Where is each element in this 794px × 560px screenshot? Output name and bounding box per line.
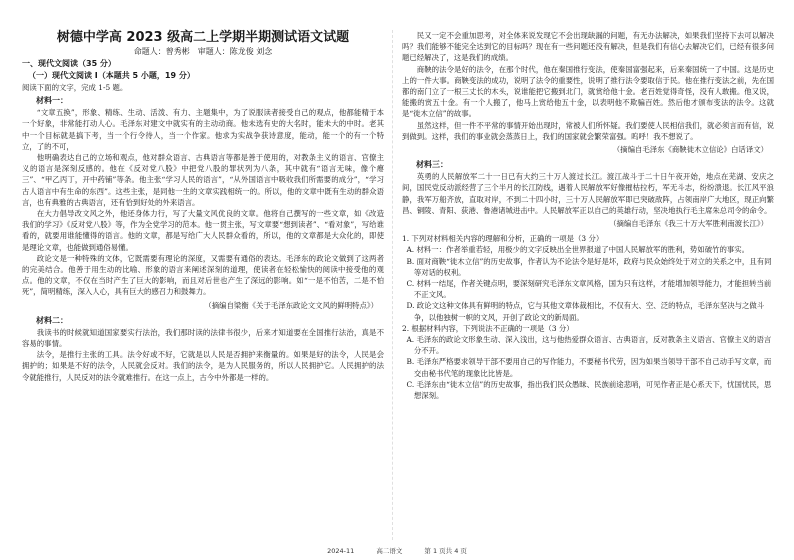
material2-source: （摘编自毛泽东《商鞅徙木立信论》白话译文）	[612, 145, 768, 155]
material1-paragraph: 他明确表达自己的立场和观点，他对群众语言、古典语言等都是善于使用的，对教条主义的语言、官僚主义的语言是深刻反感的。他在《反对党八股》中把党八股的罪状列为八条，其中就有“语言无味，像个瘪三”、“甲乙丙丁，开中药铺”等条。他主张“学习人民的语言”，“从外国语言中吸收我们所需要的成分”，“学习古人语言中有生命的东西”。这些主张，是同他一生的文章实践相统一的。所以，他的文章中既有生动的群众语言，也有典雅的古典语言，还有恰到好处的外来语言。	[22, 153, 384, 207]
reading-instruction: 阅读下面的文字，完成 1-5 题。	[22, 83, 128, 92]
material1-paragraph: 政论文是一种特殊的文体，它既需要有理论的深度，又需要有通俗的表达。毛泽东的政论文做到了这两者的完美结合。他善于用生动的比喻、形象的语言来阐述深刻的道理，使读者在轻松愉快的阅读中接受他的观点。他的文章，不仅在当时产生了巨大的影响，而且对后世也产生了深远的影响。如“一是不怕苦，二是不怕死”，简明精练，深入人心，具有巨大的感召力和鼓舞力。	[22, 253, 384, 297]
question-1-option: D. 政论文这种文体具有鲜明的特点，它与其他文章体裁相比，不仅有大、空、泛的特点，毛泽东坚决与之做斗争，以他独树一帜的文风，开创了政论文的新局面。	[406, 301, 765, 322]
footer-page-number: 第 1 页共 4 页	[424, 547, 467, 555]
material2-paragraph: 法令，是推行主张的工具。法令好或不好，它就是以人民是否拥护来衡量的。如果是好的法令，人民是会拥护的；如果是不好的法令，人民就会反对。我们的法令，是为人民服务的，所以人民拥护它。人民拥护的法令就能推行，人民反对的法令就难推行。在这一点上，古今中外都是一样的。	[22, 350, 384, 382]
question-2-option: C. 毛泽东由“徙木立信”的历史故事，指出我们民众愚昧、民族前途悲哨，可见作者正是心系天下，忧国忧民，思想深刻。	[406, 379, 772, 401]
question-2-stem: 2. 根据材料内容，下列说法不正确的一项是（3 分）	[402, 323, 574, 333]
question-1-option: A. 材料一：作者举重若轻，用极少的文字反映出全世界报道了中国人民解放军的胜利，势如破竹的事实。	[406, 245, 750, 255]
exam-authors: 命题人：曾秀彬 审题人：陈龙俊 刘念	[133, 47, 273, 56]
material1-paragraph: “文章五换”，形象、精练、生动、活泼、有力、主题集中，为了说服读者接受自己的观点，他都能精于本一个好象，非常能打动人心。毛泽东对建文中就实有的主动动商。他未选有史的大名时，能未大的中时。老其中一个目标就是搞下考，当一个行令待人，当一个作家。他求为实战争获诗意度，能动，能一个的有一个特立，了的不可，	[22, 108, 384, 151]
column-divider	[392, 30, 393, 540]
material3-paragraph: 英勇的人民解放军二十一日已有大约三十万人渡过长江。渡江战斗于二十日午夜开始，地点在芜湖、安庆之间，国民党反动派经营了三个半月的长江防线，遇着人民解放军好像摧枯拉朽，军无斗志，纷纷溃退。长江风平浪静，我军万船齐放，直取对岸，不到二十四小时，三十万人民解放军即已突破敌阵，占领南岸广大地区，现正向繁昌、铜陵、青阳、荻港、鲁港诸城进击中。人民解放军正以自己的英雄行动，坚决地执行毛主席朱总司令的命令。	[402, 172, 774, 215]
material3-label: 材料三：	[416, 160, 448, 170]
material3-source: （摘编自毛泽东《我三十万大军胜利南渡长江》）	[609, 219, 768, 229]
question-2-option: A. 毛泽东的政论文形象生动、深入浅出，这与他热爱群众语言、古典语言，反对教条主义语言、官僚主义的语言分不开。	[406, 335, 772, 356]
question-1-stem: 1. 下列对材料相关内容的理解和分析，正确的一项是（3 分）	[402, 234, 604, 244]
question-2-option: B. 毛泽东严格要求领导干部不要用自己的写作能力，不要秘书代劳，因为如果当领导干部不自己动手写文章，而交由秘书代笔的现象比比皆是。	[406, 357, 772, 378]
sub-section-heading: （一）现代文阅读 I（本题共 5 小题，19 分）	[28, 71, 195, 80]
material1-paragraph: 在大力倡导改文风之外，他还身体力行，写了大量文风优良的文章。他将自己撰写的一些文章，如《改造我们的学习》《反对党八股》等，作为全党学习的范本。他一贯主张，写文章要“想到读者”、“看对象”，写给谁看的，就要用谁能懂得的语言。他的文章，都是写给广大人民群众看的，所以，他的文章都是大众化的，即使是理论文章，也能做到通俗易懂。	[22, 209, 384, 252]
footer-subject: 高二语文	[376, 547, 403, 555]
material2-continued-paragraph: 商鞅的法令是好的法令，在那个时代，他在秦国推行变法，使秦国富强起来，后来秦国统一了中国。这是历史上的一件大事。商鞅变法的成功，说明了法令的重要性，说明了推行法令要取信于民。他在推行变法之前，先在国都的南门立了一根三丈长的木头，说谁能把它搬到北门，就赏给他十金。老百姓觉得奇怪，没有人敢搬。他又说，能搬的赏五十金。有一个人搬了，他马上赏给他五十金，以表明他不欺骗百姓。然后他才颁布变法的法令。这就是“徙木立信”的故事。	[402, 64, 774, 119]
page-footer	[0, 546, 794, 555]
material2-paragraph: 我读书的时候就知道国家要实行法治，我们那时读的法律书很少，后来才知道要在全国推行法治，真是不容易的事情。	[22, 327, 384, 349]
footer-date: 2024-11	[327, 547, 355, 555]
left-column	[22, 0, 384, 544]
question-1-option: C. 材料一结尾，作者关键点明，要深刻研究毛泽东文章风格，国为只有这样，才能增加领导能力，才能担转当前不正文风。	[406, 279, 772, 300]
exam-title: 树德中学高 2023 级高二上学期半期测试语文试题	[56, 30, 350, 45]
material1-label: 材料一：	[36, 96, 68, 106]
material2-label: 材料二：	[36, 315, 68, 325]
material1-source: （摘编自梁衡《关于毛泽东政论文文风的鲜明特点》）	[204, 300, 378, 310]
right-column	[402, 0, 774, 544]
material2-continued-paragraph: 虽然这样，但一件不平常的事情开始出现时，常被人们所怀疑。我们要使人民相信我们，就必须言而有信，说到做到。这样，我们的事业就会蒸蒸日上，我们的国家就会繁荣富强。呜呼！我不想说了。	[402, 120, 774, 141]
material2-continued-paragraph: 民又一定不会重加思考，对全体来说发现它不会出现缺漏的问题，有无办法解决，如果我们坚持下去可以解决吗？我们能够不能完全达到它的目标吗？现在有一些问题还没有解决，但是我们有信心去解决它们，已经有很多问题已经解决了，这是我们的成绩。	[402, 31, 774, 63]
section-heading: 一、现代文阅读（35 分）	[22, 59, 116, 68]
question-1-option: B. 面对商鞅“徙木立信”的历史故事，作者认为不论法令是好是坏，政府与民众始终处于对立的关系之中，且有同等对话的权利。	[406, 256, 772, 277]
